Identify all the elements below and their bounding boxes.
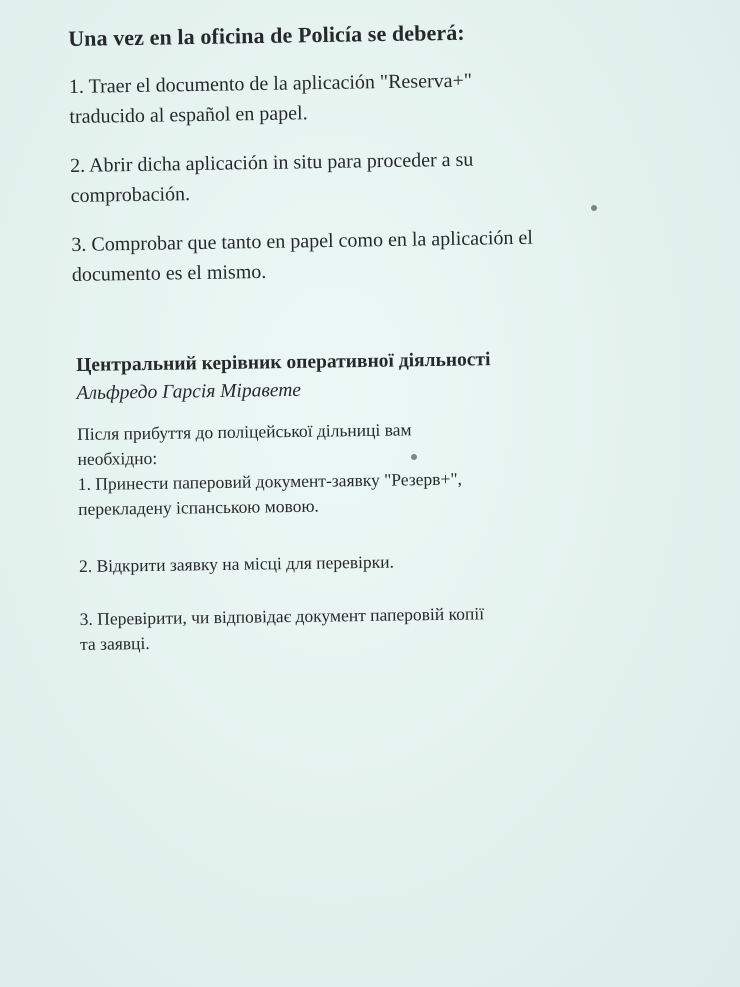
spanish-heading: Una vez en la oficina de Policía se deberá:: [68, 19, 465, 51]
ukrainian-item-1: [78, 464, 679, 522]
ukrainian-intro-line-2: необхідно:: [77, 447, 158, 469]
spanish-item-3: [71, 220, 692, 290]
ukrainian-item-2-line-1: 2. Відкрити заявку на місці для перевірки.: [78, 551, 395, 576]
ukrainian-item-1-line-1: 1. Принести паперовий документ-заявку "Резерв+",: [77, 468, 463, 494]
spanish-item-3-line-2: documento es el mismo.: [71, 260, 267, 286]
ukrainian-signatory-title: Центральний керівник оперативної діяльності: [76, 349, 491, 376]
ukrainian-intro: [77, 414, 678, 472]
spanish-item-1-line-2: traducido al español en papel.: [69, 102, 308, 128]
paper-speck: [411, 454, 417, 460]
ukrainian-signatory-name: Альфредо Гарсія Міравете: [76, 379, 302, 404]
ukrainian-item-3-line-2: та заявці.: [79, 633, 150, 654]
ukrainian-item-3-line-1: 3. Перевірити, чи відповідає документ паперовій копії: [79, 603, 485, 629]
spanish-instructions: [68, 16, 692, 309]
paper-speck: [591, 205, 597, 211]
spanish-item-1: [69, 62, 690, 132]
ukrainian-instructions: [76, 344, 680, 657]
ukrainian-item-3: [80, 599, 681, 657]
ukrainian-item-1-line-2: перекладену іспанською мовою.: [78, 495, 319, 519]
ukrainian-intro-line-1: Після прибуття до поліцейської дільниці вам: [77, 419, 412, 444]
spanish-item-3-line-1: 3. Comprobar que tanto en papel como en la aplicación el: [71, 226, 534, 256]
spanish-item-1-line-1: 1. Traer el documento de la aplicación "Reserva+": [68, 69, 473, 98]
spanish-item-2-line-2: comprobación.: [70, 183, 191, 207]
spanish-item-2: [70, 141, 691, 211]
spanish-item-2-line-1: 2. Abrir dicha aplicación in situ para proceder a su: [70, 148, 474, 177]
